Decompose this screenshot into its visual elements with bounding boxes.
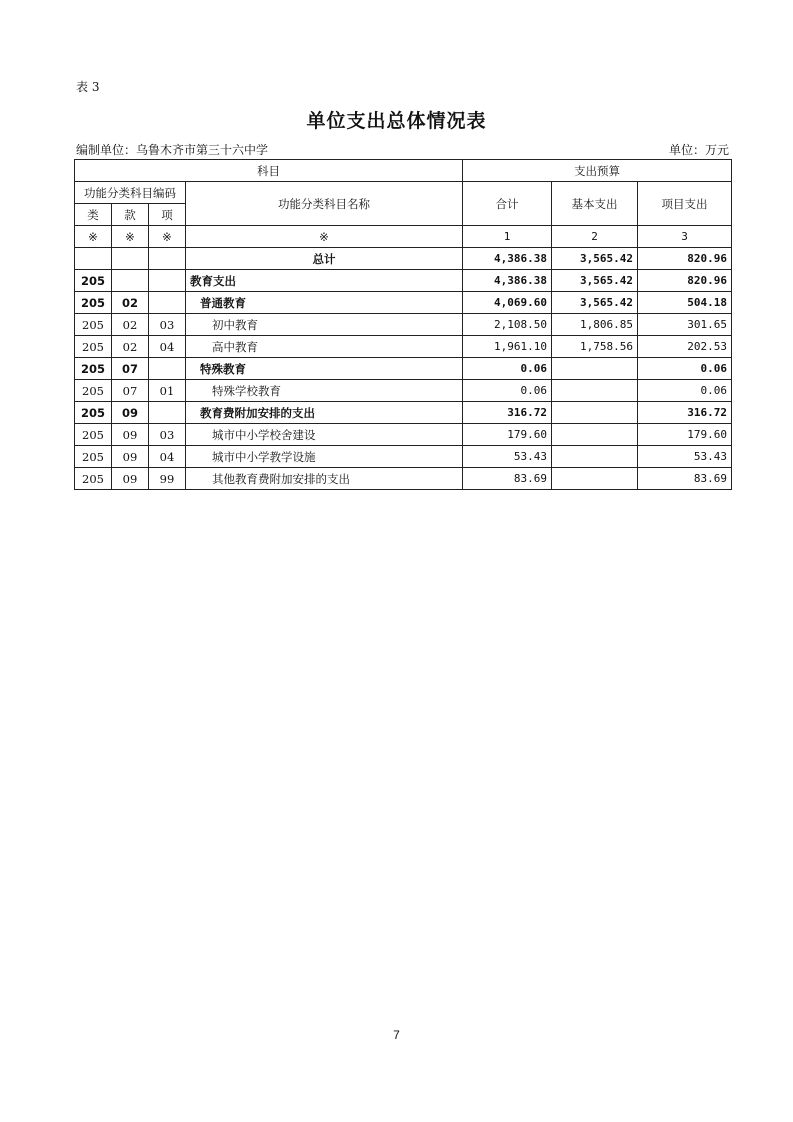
cell-basic: 3,565.42	[552, 248, 638, 270]
cell-xiang: 03	[149, 314, 186, 336]
cell-kuan: 09	[112, 468, 149, 490]
header-basic: 基本支出	[552, 182, 638, 226]
cell-total: 316.72	[463, 402, 552, 424]
cell-total: 53.43	[463, 446, 552, 468]
cell-lei: 205	[75, 270, 112, 292]
table-row	[75, 380, 732, 402]
cell-name: 城市中小学校舍建设	[186, 424, 463, 446]
cell-xiang: 04	[149, 336, 186, 358]
cell-lei: 205	[75, 468, 112, 490]
page-number: 7	[393, 1028, 400, 1042]
table-row	[75, 292, 732, 314]
cell-name: 高中教育	[186, 336, 463, 358]
cell-name: 普通教育	[186, 292, 463, 314]
cell-lei	[75, 248, 112, 270]
cell-kuan: 09	[112, 402, 149, 424]
cell-kuan: 07	[112, 358, 149, 380]
cell-basic	[552, 402, 638, 424]
table-row	[75, 358, 732, 380]
cell-kuan	[112, 248, 149, 270]
cell-project: 301.65	[638, 314, 732, 336]
cell-total: 4,386.38	[463, 270, 552, 292]
cell-basic: 1,758.56	[552, 336, 638, 358]
cell-basic	[552, 446, 638, 468]
index-cell: 2	[552, 226, 638, 248]
cell-lei: 205	[75, 358, 112, 380]
cell-kuan: 09	[112, 446, 149, 468]
cell-name: 特殊学校教育	[186, 380, 463, 402]
cell-project: 0.06	[638, 358, 732, 380]
table-row	[75, 314, 732, 336]
cell-total: 2,108.50	[463, 314, 552, 336]
header-total: 合计	[463, 182, 552, 226]
header-code-group: 功能分类科目编码	[75, 182, 186, 204]
table-row-grand-total	[75, 248, 732, 270]
index-cell: ※	[186, 226, 463, 248]
cell-name: 总计	[186, 248, 463, 270]
cell-lei: 205	[75, 314, 112, 336]
cell-total: 4,386.38	[463, 248, 552, 270]
cell-kuan: 02	[112, 336, 149, 358]
cell-xiang: 04	[149, 446, 186, 468]
cell-kuan: 09	[112, 424, 149, 446]
cell-project: 53.43	[638, 446, 732, 468]
cell-total: 1,961.10	[463, 336, 552, 358]
header-project: 项目支出	[638, 182, 732, 226]
header-subject: 科目	[75, 160, 463, 182]
cell-total: 0.06	[463, 380, 552, 402]
cell-xiang	[149, 248, 186, 270]
cell-kuan: 02	[112, 292, 149, 314]
cell-total: 83.69	[463, 468, 552, 490]
cell-project: 316.72	[638, 402, 732, 424]
cell-name: 特殊教育	[186, 358, 463, 380]
cell-xiang: 01	[149, 380, 186, 402]
cell-xiang: 99	[149, 468, 186, 490]
header-row-1	[75, 160, 732, 182]
cell-xiang	[149, 402, 186, 424]
cell-lei: 205	[75, 446, 112, 468]
cell-project: 504.18	[638, 292, 732, 314]
table-row	[75, 336, 732, 358]
cell-total: 179.60	[463, 424, 552, 446]
cell-kuan: 02	[112, 314, 149, 336]
cell-xiang: 03	[149, 424, 186, 446]
cell-basic	[552, 358, 638, 380]
index-row	[75, 226, 732, 248]
cell-lei: 205	[75, 380, 112, 402]
organization-label: 编制单位：乌鲁木齐市第三十六中学	[76, 143, 269, 157]
header-row-2	[75, 182, 732, 204]
cell-kuan	[112, 270, 149, 292]
cell-name: 教育费附加安排的支出	[186, 402, 463, 424]
index-cell: ※	[149, 226, 186, 248]
index-cell: 3	[638, 226, 732, 248]
expenditure-table	[74, 159, 732, 490]
cell-name: 教育支出	[186, 270, 463, 292]
cell-total: 4,069.60	[463, 292, 552, 314]
cell-xiang	[149, 292, 186, 314]
header-kuan: 款	[112, 204, 149, 226]
cell-basic	[552, 424, 638, 446]
cell-lei: 205	[75, 336, 112, 358]
cell-basic: 1,806.85	[552, 314, 638, 336]
cell-name: 初中教育	[186, 314, 463, 336]
cell-lei: 205	[75, 402, 112, 424]
table-row	[75, 468, 732, 490]
header-budget: 支出预算	[463, 160, 732, 182]
page-title: 单位支出总体情况表	[306, 110, 487, 132]
cell-basic: 3,565.42	[552, 292, 638, 314]
cell-project: 179.60	[638, 424, 732, 446]
cell-name: 城市中小学教学设施	[186, 446, 463, 468]
cell-name: 其他教育费附加安排的支出	[186, 468, 463, 490]
cell-xiang	[149, 358, 186, 380]
cell-basic: 3,565.42	[552, 270, 638, 292]
cell-basic	[552, 380, 638, 402]
cell-project: 820.96	[638, 248, 732, 270]
index-cell: ※	[112, 226, 149, 248]
header-lei: 类	[75, 204, 112, 226]
table-row	[75, 402, 732, 424]
index-cell: 1	[463, 226, 552, 248]
cell-project: 83.69	[638, 468, 732, 490]
cell-project: 202.53	[638, 336, 732, 358]
cell-kuan: 07	[112, 380, 149, 402]
header-name: 功能分类科目名称	[186, 182, 463, 226]
table-row	[75, 424, 732, 446]
index-cell: ※	[75, 226, 112, 248]
header-xiang: 项	[149, 204, 186, 226]
cell-xiang	[149, 270, 186, 292]
cell-project: 820.96	[638, 270, 732, 292]
currency-unit-label: 单位：万元	[668, 143, 729, 157]
cell-basic	[552, 468, 638, 490]
cell-total: 0.06	[463, 358, 552, 380]
table-row	[75, 446, 732, 468]
cell-project: 0.06	[638, 380, 732, 402]
cell-lei: 205	[75, 424, 112, 446]
table-label: 表 3	[76, 80, 100, 94]
table-row	[75, 270, 732, 292]
cell-lei: 205	[75, 292, 112, 314]
